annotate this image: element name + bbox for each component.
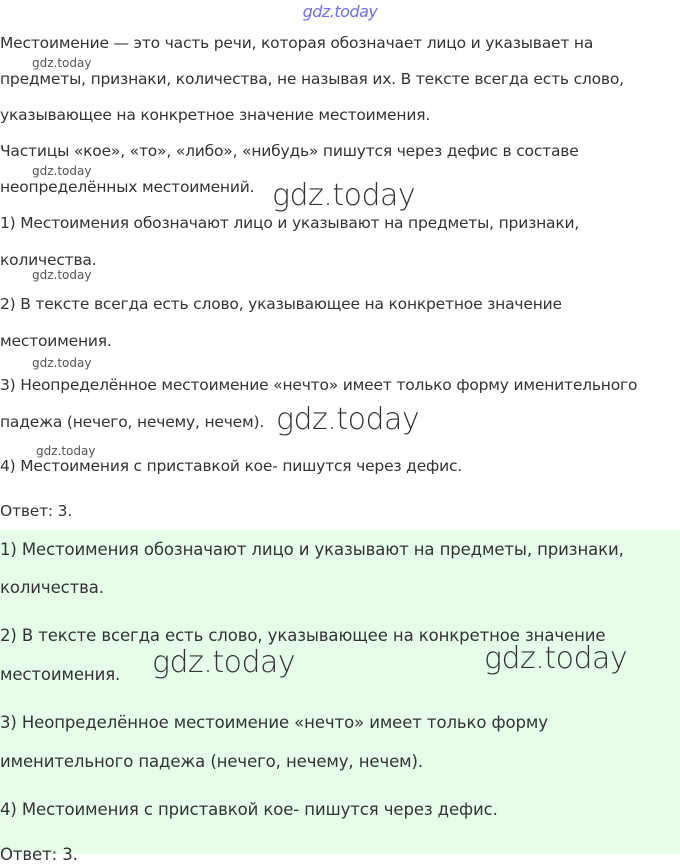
theory-line: указывающее на конкретное значение местоимения.: [0, 106, 431, 124]
answer-block-line: количества.: [0, 578, 104, 597]
watermark-small: gdz.today: [32, 164, 92, 178]
watermark-big: gdz.today: [484, 641, 628, 676]
site-watermark: gdz.today: [302, 2, 378, 21]
watermark-small: gdz.today: [36, 444, 96, 458]
answer-block-line: местоимения.: [0, 665, 121, 684]
statement-line: 3) Неопределённое местоимение «нечто» имеет только форму именительного: [0, 376, 638, 394]
statement-line: местоимения.: [0, 332, 112, 350]
watermark-big: gdz.today: [272, 178, 416, 213]
theory-line: предметы, признаки, количества, не называя их. В тексте всегда есть слово,: [0, 70, 624, 88]
watermark-small: gdz.today: [32, 268, 92, 282]
statement-line: 1) Местоимения обозначают лицо и указывают на предметы, признаки,: [0, 214, 580, 232]
theory-line: Частицы «кое», «то», «либо», «нибудь» пишутся через дефис в составе: [0, 142, 579, 160]
answer-block-line: 2) В тексте всегда есть слово, указывающее на конкретное значение: [0, 626, 606, 645]
statement-line: 2) В тексте всегда есть слово, указывающее на конкретное значение: [0, 295, 562, 313]
answer-line: Ответ: 3.: [0, 502, 73, 520]
statement-line: 4) Местоимения с приставкой кое- пишутся через дефис.: [0, 457, 462, 475]
theory-line: Местоимение — это часть речи, которая обозначает лицо и указывает на: [0, 34, 594, 52]
answer-block-line: Ответ: 3.: [0, 845, 78, 864]
theory-line: неопределённых местоимений.: [0, 178, 255, 196]
answer-block-line: 4) Местоимения с приставкой кое- пишутся через дефис.: [0, 800, 498, 819]
answer-block-line: 3) Неопределённое местоимение «нечто» имеет только форму: [0, 713, 548, 732]
statement-line: падежа (нечего, нечему, нечем).: [0, 413, 265, 431]
answer-block-line: именительного падежа (нечего, нечему, нечем).: [0, 752, 423, 771]
watermark-big: gdz.today: [152, 645, 296, 680]
answer-block-line: 1) Местоимения обозначают лицо и указывают на предметы, признаки,: [0, 540, 624, 559]
answer-block: [0, 530, 680, 864]
watermark-small: gdz.today: [32, 56, 92, 70]
watermark-small: gdz.today: [32, 356, 92, 370]
watermark-big: gdz.today: [276, 402, 420, 437]
statement-line: количества.: [0, 251, 97, 269]
